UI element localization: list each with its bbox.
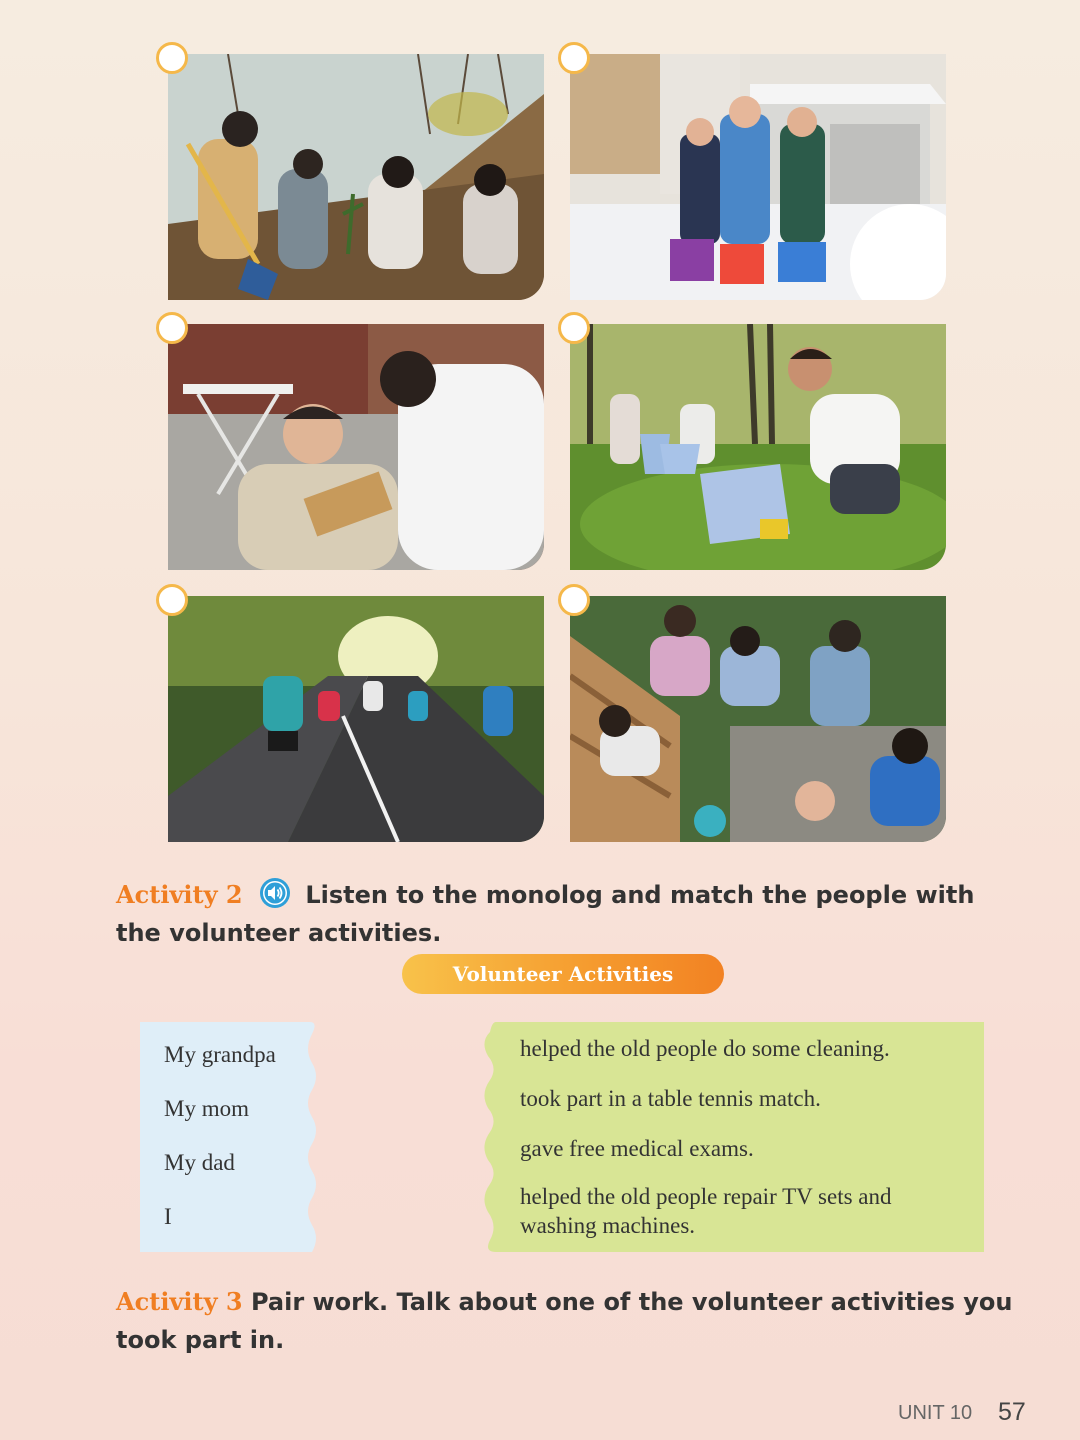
answer-circle[interactable]	[558, 584, 590, 616]
unit-label: UNIT 10	[898, 1402, 973, 1424]
person-dad[interactable]: My dad	[164, 1150, 235, 1175]
activity-3-instruction: Pair work. Talk about one of the volunteer activities you took part in.	[116, 1288, 1013, 1354]
activity-2-instruction: Listen to the monolog and match the people with the volunteer activities.	[116, 881, 975, 947]
answer-circle[interactable]	[156, 42, 188, 74]
speaker-icon[interactable]	[259, 877, 291, 909]
activity-3-heading	[116, 1283, 1016, 1359]
answer-circle[interactable]	[558, 312, 590, 344]
answer-circle[interactable]	[156, 584, 188, 616]
activity-cleaning[interactable]: helped the old people do some cleaning.	[520, 1036, 890, 1061]
photo-doctor-with-elderly-man	[168, 324, 544, 570]
photo-tree-planting-family	[168, 54, 544, 300]
photo-park-cleanup	[570, 324, 946, 570]
activity-table-tennis[interactable]: took part in a table tennis match.	[520, 1086, 821, 1111]
activity-medical-exams[interactable]: gave free medical exams.	[520, 1136, 754, 1161]
activities-box	[482, 1022, 984, 1252]
person-i[interactable]: I	[164, 1204, 172, 1229]
page-number: 57	[998, 1398, 1026, 1426]
activity-3-label: Activity 3	[116, 1287, 243, 1316]
activity-repair[interactable]: helped the old people repair TV sets and washing machines.	[520, 1184, 892, 1238]
answer-circle[interactable]	[156, 312, 188, 344]
photo-road-running-race	[168, 596, 544, 842]
photo-outdoor-gathering	[570, 596, 946, 842]
activity-2-heading	[116, 876, 1016, 952]
person-mom[interactable]: My mom	[164, 1096, 249, 1121]
person-grandpa[interactable]: My grandpa	[164, 1042, 276, 1067]
volunteer-activities-banner: Volunteer Activities	[402, 954, 724, 994]
activity-2-label: Activity 2	[116, 880, 243, 909]
people-box	[140, 1022, 320, 1252]
photo-kids-shoveling-snow	[570, 54, 946, 300]
answer-circle[interactable]	[558, 42, 590, 74]
